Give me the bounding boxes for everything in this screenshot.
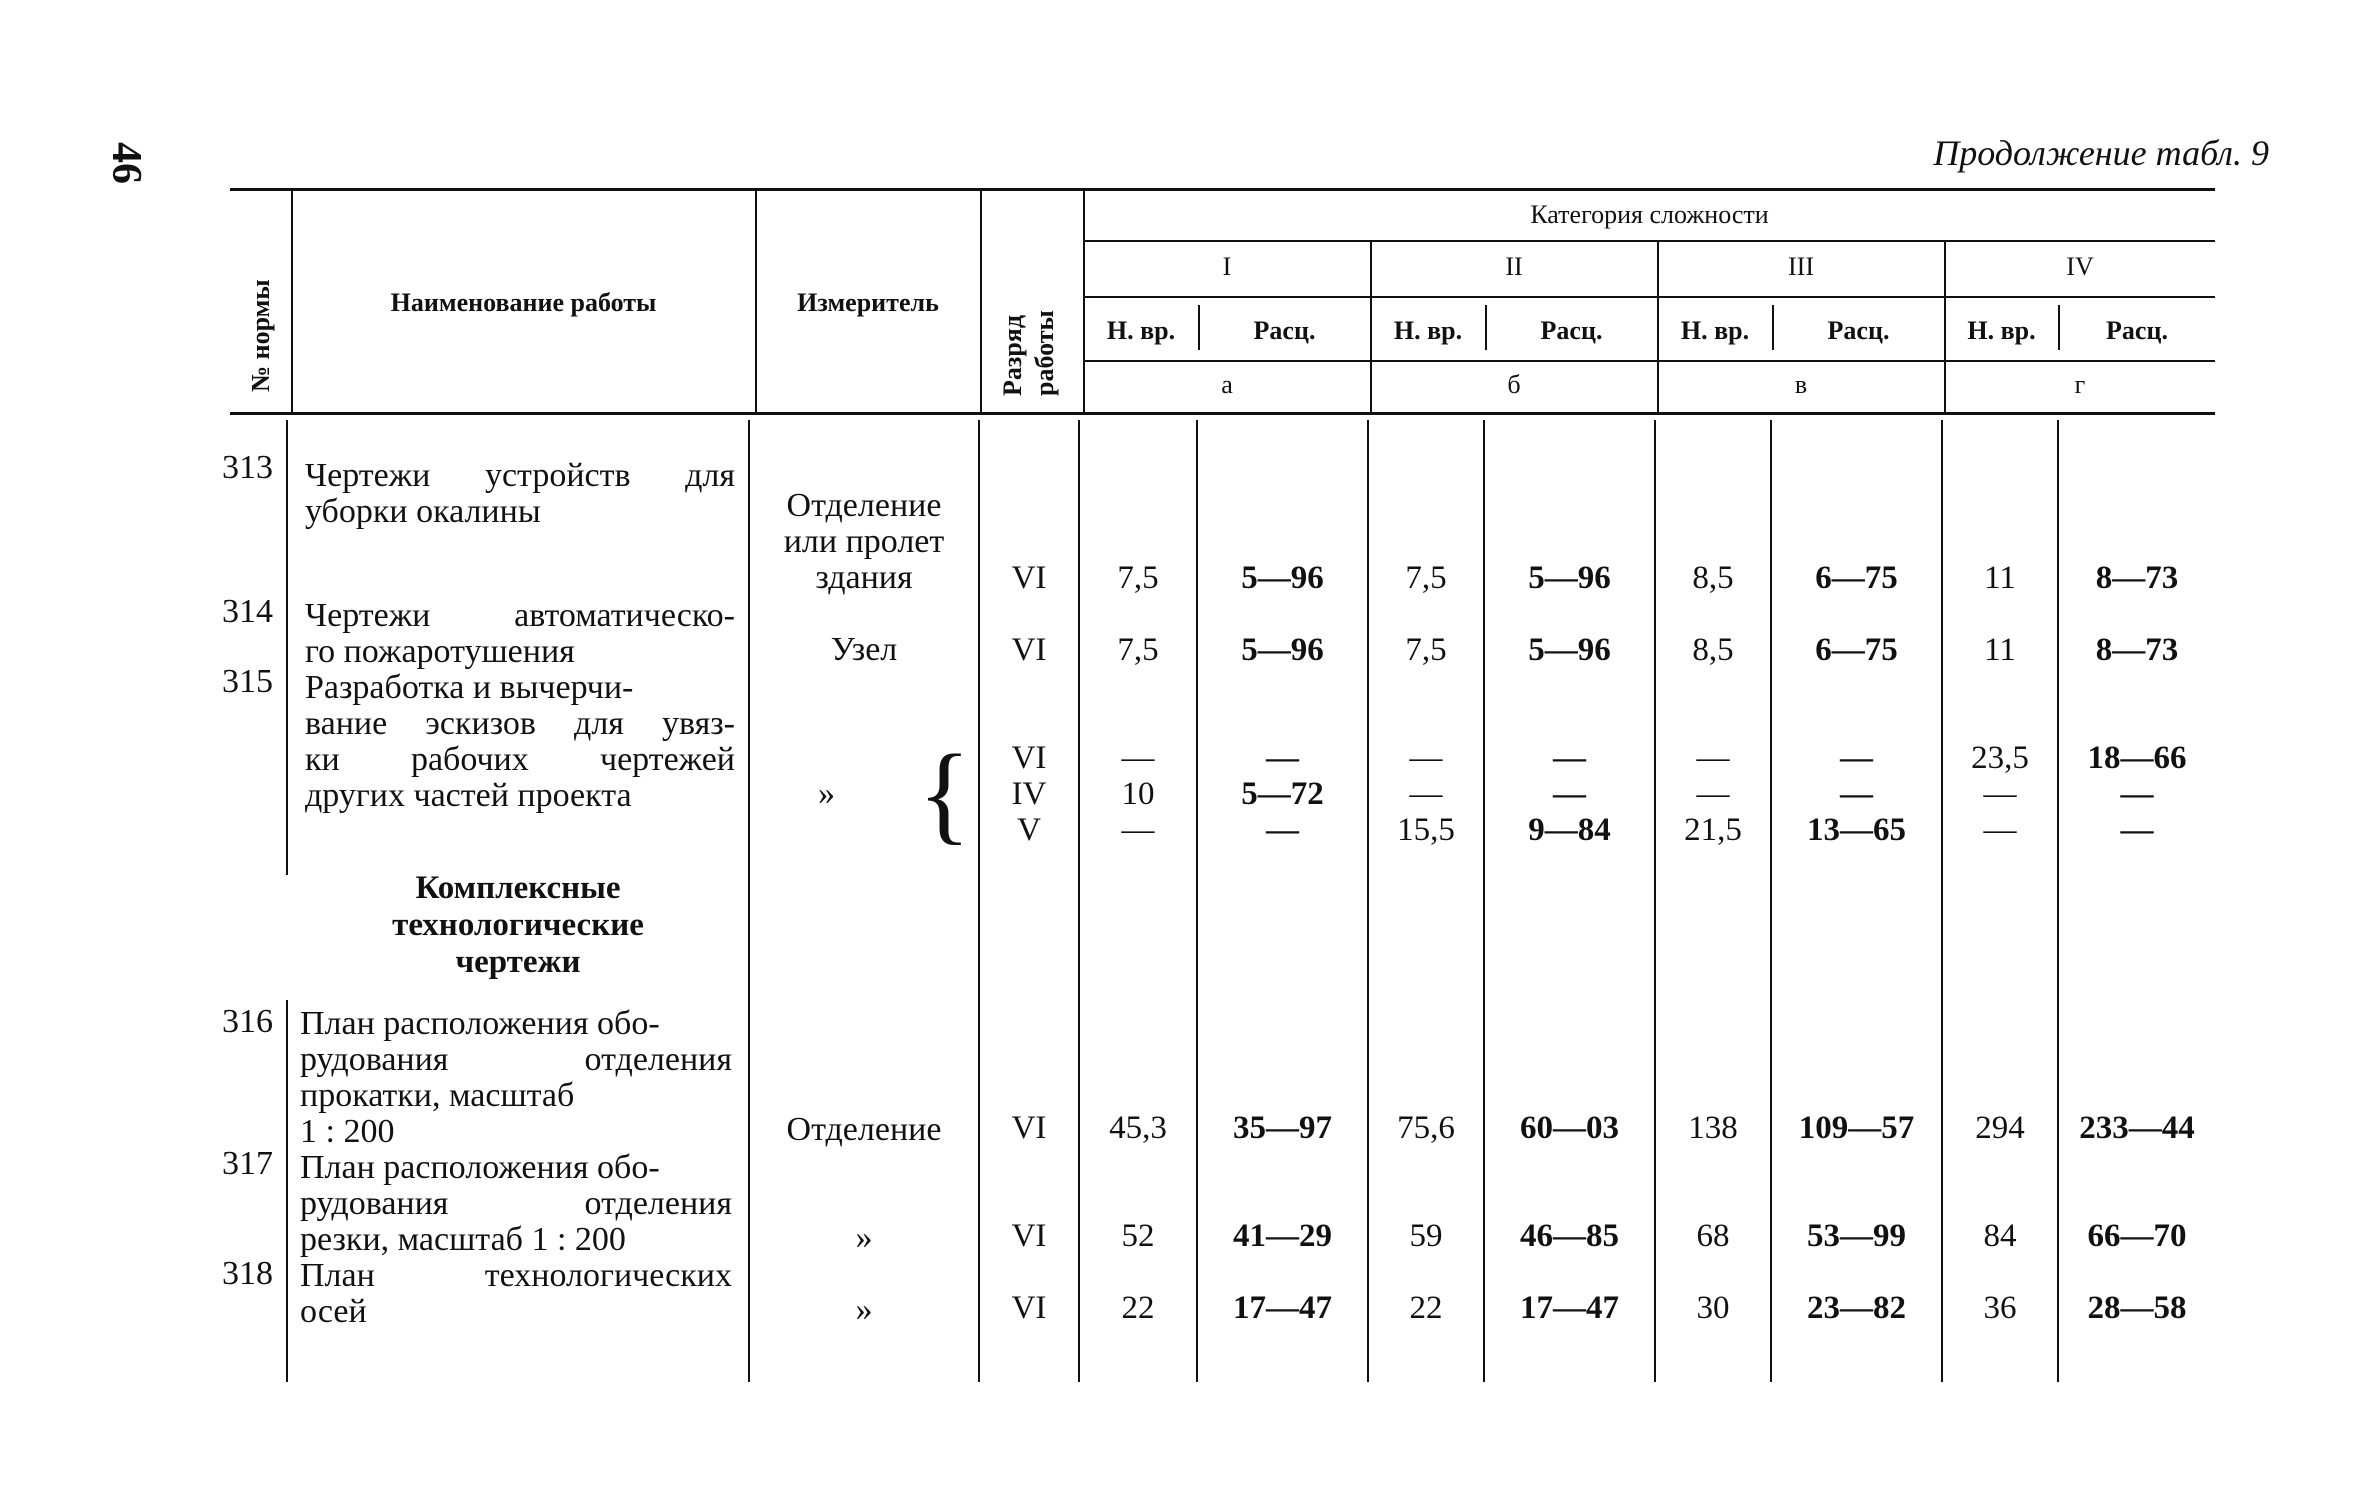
cell-rate-III: 6—75 [1815, 632, 1898, 668]
header-grade-line2: работы [1030, 310, 1059, 396]
header-letter-a: а [1221, 370, 1233, 399]
row-unit: Узел [830, 631, 898, 668]
cell-time-III: 68 [1696, 1218, 1730, 1254]
cell-rate-IV: — [2120, 776, 2154, 812]
cell-time-I: 10 [1121, 776, 1155, 812]
brace-icon: { [918, 732, 971, 854]
cell-time-IV: 11 [1984, 632, 2016, 668]
header-category: Категория сложности [1530, 200, 1769, 229]
row-name-line: План технологических [300, 1257, 732, 1294]
row-grade: IV [1011, 776, 1047, 812]
cell-rate-III: — [1840, 740, 1873, 776]
cell-time-II: 7,5 [1405, 632, 1447, 668]
header-work-name: Наименование работы [390, 288, 657, 317]
row-unit: » [818, 775, 835, 812]
cell-rate-IV: 28—58 [2087, 1290, 2187, 1326]
cell-rate-II: 5—96 [1528, 560, 1611, 596]
row-number: 313 [222, 449, 273, 486]
cell-rate-IV: 18—66 [2087, 740, 2187, 776]
row-unit: » [855, 1291, 873, 1328]
row-number: 315 [222, 663, 273, 700]
header-unit: Измеритель [797, 288, 939, 317]
row-unit-line: здания [815, 559, 913, 596]
cell-time-III: — [1696, 776, 1730, 812]
cell-time-III: 8,5 [1692, 560, 1734, 596]
cell-rate-III: — [1840, 776, 1873, 812]
cell-rate-I: 5—72 [1241, 776, 1324, 812]
row-name-line: рудования отделения [300, 1185, 732, 1222]
cell-time-III: 21,5 [1684, 812, 1742, 848]
row-name-line: уборки окалины [305, 493, 541, 530]
cell-time-IV: — [1983, 776, 2017, 812]
cell-rate-I: — [1266, 812, 1299, 848]
cell-time-II: 22 [1409, 1290, 1443, 1326]
cell-time-I: 7,5 [1117, 560, 1159, 596]
cell-time-II: — [1409, 740, 1443, 776]
row-name-line: ки рабочих чертежей [305, 741, 735, 778]
cell-time-II: 15,5 [1397, 812, 1455, 848]
cell-rate-IV: 233—44 [2079, 1110, 2195, 1146]
cell-time-I: 22 [1121, 1290, 1155, 1326]
cell-rate-III: 23—82 [1807, 1290, 1906, 1326]
cell-time-III: 30 [1696, 1290, 1730, 1326]
row-name-line: резки, масштаб 1 : 200 [300, 1221, 626, 1258]
row-grade: VI [1011, 632, 1047, 668]
cell-time-II: 75,6 [1397, 1110, 1455, 1146]
row-unit: » [855, 1219, 873, 1256]
cell-time-IV: 294 [1975, 1110, 2025, 1146]
cell-time-IV: 84 [1983, 1218, 2017, 1254]
header-time-I: Н. вр. [1106, 316, 1176, 345]
header-time-III: Н. вр. [1680, 316, 1750, 345]
row-grade: V [1017, 812, 1041, 848]
header-grade-line1: Разряд [998, 314, 1027, 396]
row-number: 316 [222, 1003, 273, 1040]
header-group-II: II [1505, 252, 1523, 281]
row-name-line: Чертежи устройств для [305, 457, 735, 494]
row-name-line: Разработка и вычерчи- [305, 669, 634, 706]
cell-rate-I: 5—96 [1241, 632, 1324, 668]
cell-time-II: 7,5 [1405, 560, 1447, 596]
header-rate-I: Расц. [1253, 316, 1316, 345]
cell-time-I: — [1121, 740, 1155, 776]
cell-rate-I: 41—29 [1233, 1218, 1332, 1254]
cell-rate-I: 35—97 [1233, 1110, 1332, 1146]
row-number: 314 [222, 593, 273, 630]
row-grade: VI [1011, 1290, 1047, 1326]
row-name-line: осей [300, 1293, 367, 1330]
header-rate-IV: Расц. [2106, 316, 2168, 345]
header-norm-number: № нормы [246, 279, 275, 392]
cell-time-III: 8,5 [1692, 632, 1734, 668]
header-time-II: Н. вр. [1393, 316, 1463, 345]
row-unit: Отделение [786, 1111, 942, 1148]
cell-rate-II: 60—03 [1520, 1110, 1619, 1146]
cell-rate-IV: 8—73 [2095, 632, 2179, 668]
cell-time-IV: — [1983, 812, 2017, 848]
header-group-IV: IV [2066, 252, 2094, 281]
cell-rate-II: — [1553, 740, 1586, 776]
row-name-line: План расположения обо- [300, 1005, 660, 1042]
header-group-I: I [1222, 252, 1232, 281]
cell-time-II: 59 [1409, 1218, 1443, 1254]
cell-rate-IV: 8—73 [2095, 560, 2179, 596]
cell-time-I: 52 [1121, 1218, 1155, 1254]
cell-time-I: — [1121, 812, 1155, 848]
cell-time-IV: 36 [1983, 1290, 2017, 1326]
cell-rate-IV: — [2120, 812, 2154, 848]
section-heading-line: чертежи [455, 944, 581, 980]
cell-rate-III: 53—99 [1807, 1218, 1906, 1254]
row-name-line: 1 : 200 [300, 1113, 395, 1150]
cell-rate-III: 109—57 [1798, 1110, 1915, 1146]
row-name-line: Чертежи автоматическо- [305, 597, 735, 634]
cell-time-IV: 23,5 [1971, 740, 2029, 776]
row-grade: VI [1011, 1110, 1047, 1146]
cell-rate-II: 5—96 [1528, 632, 1611, 668]
cell-rate-IV: 66—70 [2087, 1218, 2187, 1254]
row-grade: VI [1011, 1218, 1047, 1254]
cell-rate-I: — [1266, 740, 1299, 776]
row-number: 317 [222, 1145, 273, 1182]
row-name-line: вание эскизов для увяз- [305, 705, 735, 742]
row-unit-line: Отделение [786, 487, 942, 524]
cell-rate-II: 9—84 [1528, 812, 1611, 848]
section-heading-line: Комплексные [415, 870, 621, 906]
row-name-line: План расположения обо- [300, 1149, 660, 1186]
header-letter-g: г [2074, 370, 2086, 399]
cell-time-I: 7,5 [1117, 632, 1159, 668]
cell-time-IV: 11 [1984, 560, 2016, 596]
cell-rate-III: 6—75 [1815, 560, 1898, 596]
cell-rate-II: 46—85 [1520, 1218, 1619, 1254]
row-name-line: прокатки, масштаб [300, 1077, 575, 1114]
row-name-line: го пожаротушения [305, 633, 575, 670]
cell-time-III: — [1696, 740, 1730, 776]
row-name-line: рудования отделения [300, 1041, 732, 1078]
header-letter-v: в [1794, 370, 1808, 399]
cell-rate-III: 13—65 [1807, 812, 1906, 848]
row-grade: VI [1011, 740, 1047, 776]
header-time-IV: Н. вр. [1967, 316, 2036, 345]
cell-rate-I: 5—96 [1241, 560, 1324, 596]
row-unit-line: или пролет [783, 523, 945, 560]
header-rate-II: Расц. [1540, 316, 1603, 345]
cell-time-I: 45,3 [1109, 1110, 1167, 1146]
cell-time-II: — [1409, 776, 1443, 812]
row-grade: VI [1011, 560, 1047, 596]
cell-time-III: 138 [1688, 1110, 1738, 1146]
header-rate-III: Расц. [1827, 316, 1890, 345]
cell-rate-II: 17—47 [1520, 1290, 1619, 1326]
section-heading-line: технологические [392, 907, 644, 943]
row-number: 318 [222, 1255, 273, 1292]
row-name-line: других частей проекта [305, 777, 632, 814]
cell-rate-I: 17—47 [1233, 1290, 1332, 1326]
cell-rate-II: — [1553, 776, 1586, 812]
table-caption: Продолжение табл. 9 [1933, 133, 2269, 173]
page-number: 46 [103, 142, 149, 184]
header-letter-b: б [1507, 370, 1521, 399]
header-group-III: III [1788, 252, 1814, 281]
